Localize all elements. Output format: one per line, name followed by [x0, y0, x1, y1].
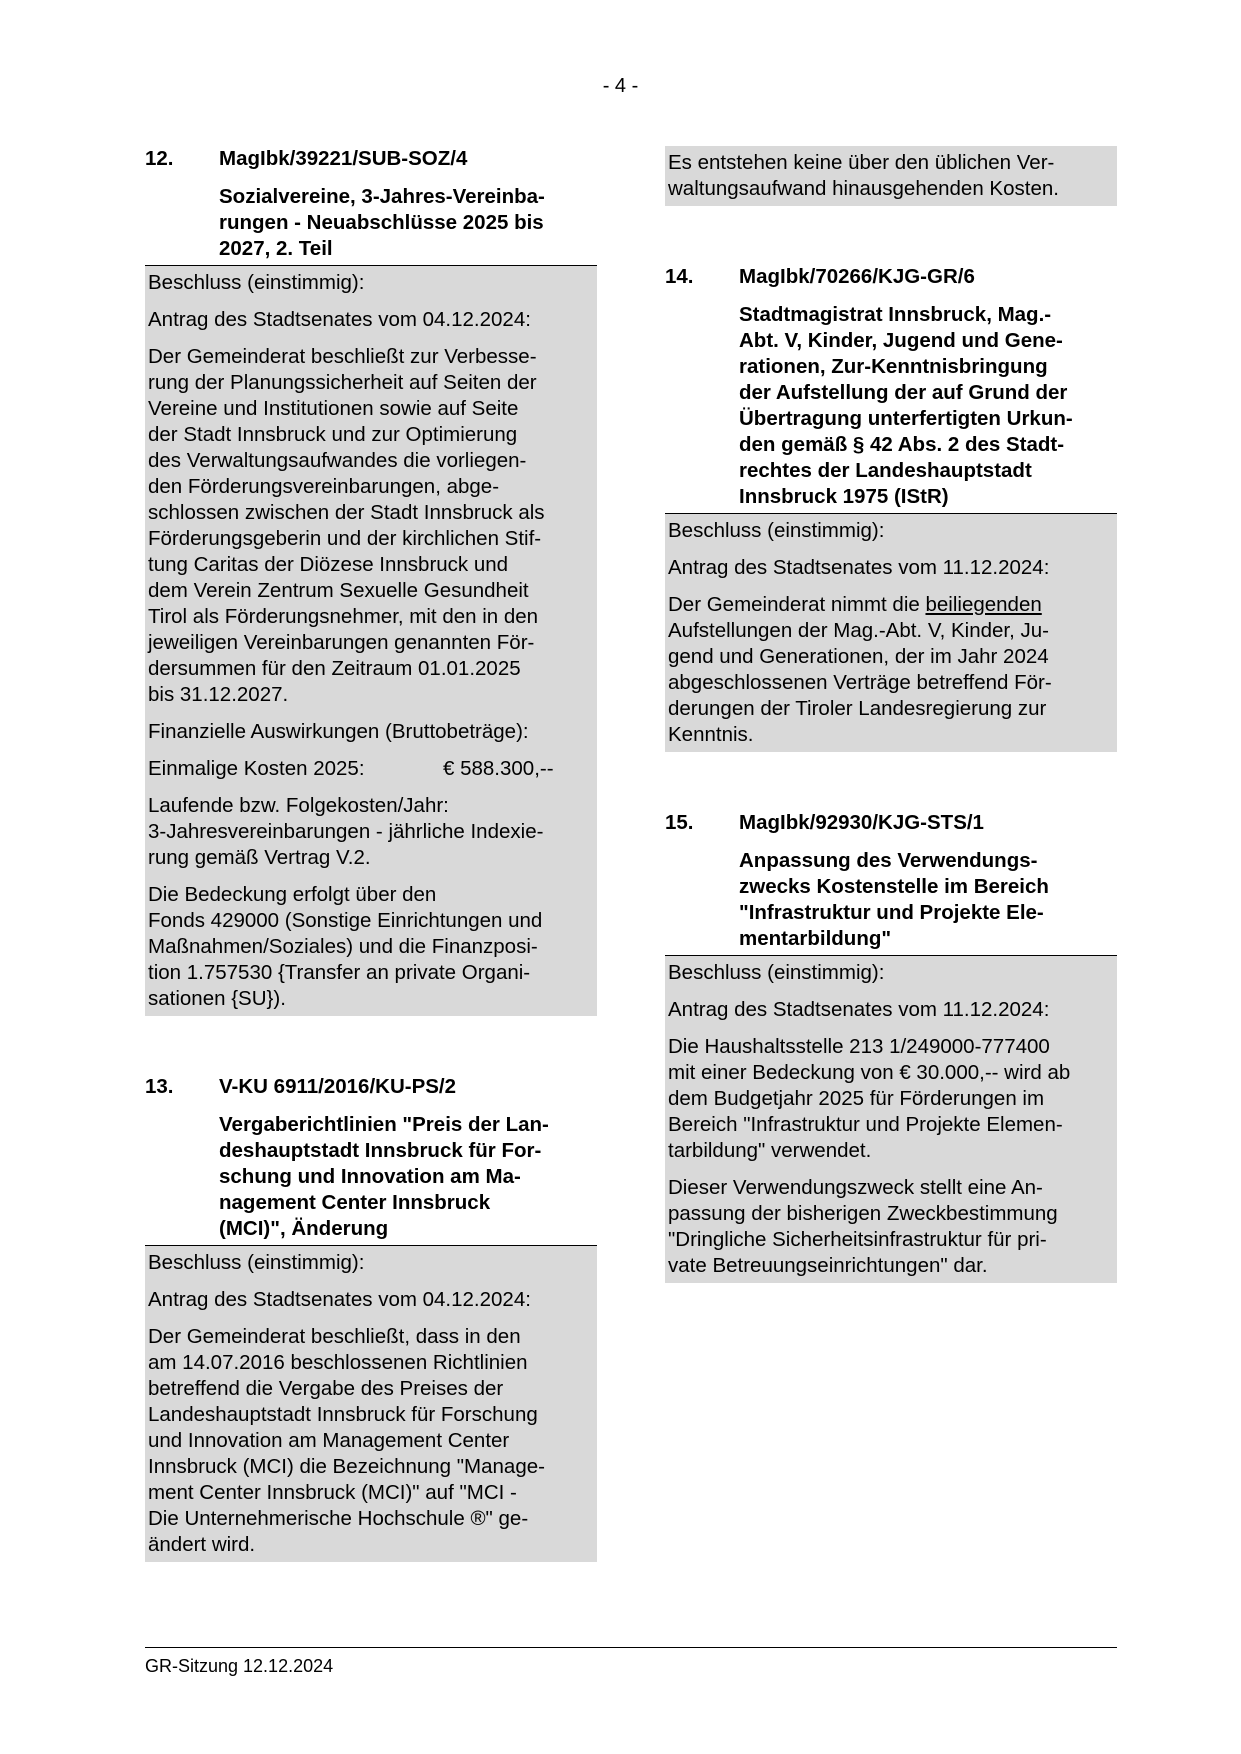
item-number: 15. — [665, 811, 694, 834]
agenda-item-12 — [145, 146, 597, 1016]
motion-text: Antrag des Stadtsenates vom 04.12.2024: — [148, 308, 531, 331]
costs-value: € 588.300,-- — [443, 757, 554, 780]
footer-text: GR-Sitzung 12.12.2024 — [145, 1656, 334, 1676]
body-text: Der Gemeinderat nimmt die beiliegenden Aufstellungen der Mag.-Abt. V, Kinder, Ju- gend und Generationen, der im Jahr 2024 abgeschlossenen Verträge betreffend För- derungen der Tiroler Landesregierung zur Kenntnis. — [668, 593, 1052, 746]
continuation-note — [665, 146, 1117, 206]
item-number: 12. — [145, 147, 174, 170]
resolution-box — [145, 266, 597, 1016]
item-title — [219, 1112, 597, 1245]
item-header — [665, 264, 1117, 290]
motion-text: Antrag des Stadtsenates vom 04.12.2024: — [148, 1288, 531, 1311]
financial-heading: Finanzielle Auswirkungen (Bruttobeträge): — [148, 720, 529, 743]
decision-text: Beschluss (einstimmig): — [668, 519, 885, 542]
agenda-item-15 — [665, 810, 1117, 1283]
title-line: schung und Innovation am Ma- — [219, 1165, 521, 1188]
attachment-link[interactable]: beiliegenden — [925, 593, 1042, 616]
body-text: Die Haushaltsstelle 213 1/249000-777400 mit einer Bedeckung von € 30.000,-- wird ab dem Budgetjahr 2025 für Förderungen im Bereich "Infrastruktur und Projekte Elemen- tarbildung" verwendet. — [668, 1035, 1071, 1162]
title-line: 2027, 2. Teil — [219, 237, 333, 260]
title-line: Übertragung unterfertigten Urkun- — [739, 407, 1073, 430]
title-line: deshauptstadt Innsbruck für For- — [219, 1139, 542, 1162]
agenda-item-13 — [145, 1074, 597, 1562]
item-title — [739, 848, 1117, 955]
title-line: Sozialvereine, 3-Jahres-Vereinba- — [219, 185, 545, 208]
agenda-item-14 — [665, 264, 1117, 752]
title-line: den gemäß § 42 Abs. 2 des Stadt- — [739, 433, 1065, 456]
title-line: Innsbruck 1975 (IStR) — [739, 485, 949, 508]
decision-text: Beschluss (einstimmig): — [668, 961, 885, 984]
item-code: V-KU 6911/2016/KU-PS/2 — [219, 1075, 457, 1098]
title-line: rungen - Neuabschlüsse 2025 bis — [219, 211, 544, 234]
item-title — [739, 302, 1117, 513]
page-number: - 4 - — [602, 75, 639, 97]
item-header — [145, 146, 597, 172]
right-column — [665, 146, 1117, 1341]
costs-label: Einmalige Kosten 2025: — [148, 757, 365, 780]
decision-text: Beschluss (einstimmig): — [148, 271, 365, 294]
title-line: "Infrastruktur und Projekte Ele- — [739, 901, 1044, 924]
one-time-costs — [148, 756, 594, 782]
continuation-box — [665, 146, 1117, 206]
coverage-text: Die Bedeckung erfolgt über den Fonds 429000 (Sonstige Einrichtungen und Maßnahmen/Soziales) und die Finanzposi- tion 1.757530 {Transfer an private Organi- sationen {SU}). — [148, 883, 543, 1010]
item-number: 13. — [145, 1075, 174, 1098]
motion-text: Antrag des Stadtsenates vom 11.12.2024: — [668, 998, 1050, 1021]
title-line: rechtes der Landeshauptstadt — [739, 459, 1032, 482]
resolution-box — [665, 514, 1117, 752]
title-line: Vergaberichtlinien "Preis der Lan- — [219, 1113, 549, 1136]
item-code: MagIbk/92930/KJG-STS/1 — [739, 811, 984, 834]
item-number: 14. — [665, 265, 694, 288]
item-title — [219, 184, 597, 265]
body-text: Dieser Verwendungszweck stellt eine An- passung der bisherigen Zweckbestimmung "Dringliche Sicherheitsinfrastruktur für pri- vate Betreuungseinrichtungen" dar. — [668, 1176, 1058, 1277]
body-text: Der Gemeinderat beschließt zur Verbesse- rung der Planungssicherheit auf Seiten der Vereine und Institutionen sowie auf Seite der Stadt Innsbruck und zur Optimierung des Verwaltungsaufwandes die vorliegen- den Förderungsvereinbarungen, abge- schlossen zwischen der Stadt Innsbruck als Förderungsgeberin und der kirchlichen Stif- tung Caritas der Diözese Innsbruck und dem Verein Zentrum Sexuelle Gesundheit Tirol als Förderungsnehmer, mit den in den jeweiligen Vereinbarungen genannten För- dersummen für den Zeitraum 01.01.2025 bis 31.12.2027. — [148, 345, 545, 706]
title-line: Abt. V, Kinder, Jugend und Gene- — [739, 329, 1063, 352]
resolution-box — [665, 956, 1117, 1283]
item-code: MagIbk/39221/SUB-SOZ/4 — [219, 147, 468, 170]
title-line: (MCI)", Änderung — [219, 1217, 389, 1240]
item-code: MagIbk/70266/KJG-GR/6 — [739, 265, 975, 288]
title-line: rationen, Zur-Kenntnisbringung — [739, 355, 1048, 378]
left-column — [145, 146, 597, 1620]
item-header — [665, 810, 1117, 836]
title-line: nagement Center Innsbruck — [219, 1191, 491, 1214]
title-line: Anpassung des Verwendungs- — [739, 849, 1038, 872]
motion-text: Antrag des Stadtsenates vom 11.12.2024: — [668, 556, 1050, 579]
title-line: mentarbildung" — [739, 927, 892, 950]
page-footer — [145, 1647, 1117, 1677]
title-line: Stadtmagistrat Innsbruck, Mag.- — [739, 303, 1052, 326]
title-line: zwecks Kostenstelle im Bereich — [739, 875, 1049, 898]
item-header — [145, 1074, 597, 1100]
ongoing-costs: Laufende bzw. Folgekosten/Jahr: 3-Jahresvereinbarungen - jährliche Indexie- rung gemäß Vertrag V.2. — [148, 794, 544, 869]
resolution-box — [145, 1246, 597, 1562]
decision-text: Beschluss (einstimmig): — [148, 1251, 365, 1274]
title-line: der Aufstellung der auf Grund der — [739, 381, 1068, 404]
continuation-text: Es entstehen keine über den üblichen Ver- waltungsaufwand hinausgehenden Kosten. — [668, 151, 1059, 200]
body-text: Der Gemeinderat beschließt, dass in den am 14.07.2016 beschlossenen Richtlinien betreffend die Vergabe des Preises der Landeshauptstadt Innsbruck für Forschung und Innovation am Management Center Innsbruck (MCI) die Bezeichnung "Manage- ment Center Innsbruck (MCI)" auf "MCI - Die Unternehmerische Hochschule ®" ge- ändert wird. — [148, 1325, 545, 1556]
